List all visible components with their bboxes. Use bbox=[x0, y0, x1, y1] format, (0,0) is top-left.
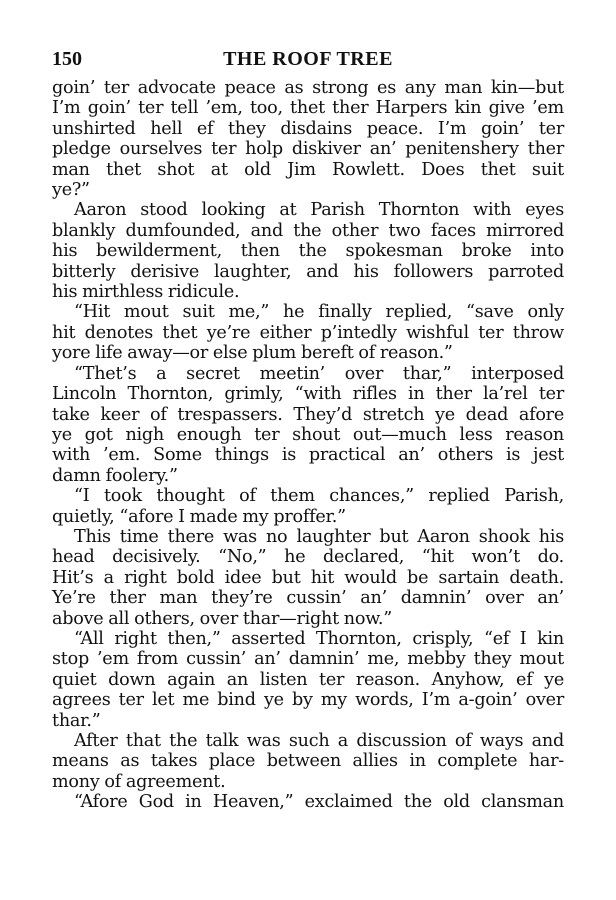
book-page bbox=[52, 48, 564, 813]
text-line: “Afore God in Heaven,” exclaimed the old clansman bbox=[74, 792, 564, 813]
text-line: “I took thought of them chances,” replied Parish, bbox=[74, 486, 564, 507]
text-line: blankly dumfounded, and the other two faces mirrored bbox=[52, 220, 564, 241]
paragraph bbox=[52, 221, 564, 241]
text-line: Aaron stood looking at Parish Thornton with eyes bbox=[74, 200, 564, 221]
text-line: agrees ter let me bind ye by my words, I’m a-goin’ over bbox=[52, 690, 564, 711]
text-line: take keer of trespassers. They’d stretch ye dead afore bbox=[52, 404, 564, 425]
paragraph bbox=[52, 445, 564, 465]
paragraph bbox=[52, 343, 564, 363]
text-line: head decisively. “No,” he declared, “hit won’t do. bbox=[52, 547, 564, 568]
paragraph bbox=[52, 160, 564, 180]
text-line: thar.” bbox=[52, 710, 101, 731]
text-line: his bewilderment, then the spokesman broke into bbox=[52, 241, 564, 262]
text-line: quiet down again an listen ter reason. Anyhow, ef ye bbox=[52, 669, 564, 690]
paragraph bbox=[52, 772, 564, 792]
text-line: “All right then,” asserted Thornton, crisply, “ef I kin bbox=[74, 628, 564, 649]
text-line: damn foolery.” bbox=[52, 465, 178, 486]
paragraph bbox=[52, 751, 564, 771]
paragraph bbox=[52, 282, 564, 302]
text-line: ye?” bbox=[52, 180, 90, 201]
paragraph bbox=[52, 364, 564, 384]
text-line: means as takes place between allies in complete har- bbox=[52, 751, 564, 772]
text-line: “Thet’s a secret meetin’ over thar,” interposed bbox=[74, 363, 564, 384]
text-line: quietly, “afore I made my proffer.” bbox=[52, 506, 346, 527]
paragraph bbox=[52, 629, 564, 649]
paragraph bbox=[52, 792, 564, 812]
text-line: man thet shot at old Jim Rowlett. Does thet suit bbox=[52, 159, 564, 180]
paragraph bbox=[52, 384, 564, 404]
paragraph bbox=[52, 139, 564, 159]
text-line: pledge ourselves ter holp diskiver an’ penitenshery ther bbox=[52, 139, 564, 160]
text-line: goin’ ter advocate peace as strong es any man kin—but bbox=[52, 78, 564, 98]
text-line: his mirthless ridicule. bbox=[52, 282, 240, 303]
paragraph bbox=[52, 547, 564, 567]
paragraph bbox=[52, 78, 564, 98]
text-line: yore life away—or else plum bereft of reason.” bbox=[52, 343, 453, 364]
paragraph bbox=[52, 98, 564, 118]
text-line: Hit’s a right bold idee but hit would be sartain death. bbox=[52, 567, 564, 588]
text-line: with ’em. Some things is practical an’ others is jest bbox=[52, 445, 564, 466]
paragraph bbox=[52, 119, 564, 139]
text-line: This time there was no laughter but Aaron shook his bbox=[74, 526, 564, 547]
paragraph bbox=[52, 711, 564, 731]
paragraph bbox=[52, 649, 564, 669]
paragraph bbox=[52, 302, 564, 322]
text-line: unshirted hell ef they disdains peace. I’m goin’ ter bbox=[52, 118, 564, 139]
text-line: bitterly derisive laughter, and his followers parroted bbox=[52, 261, 564, 282]
running-title: THE ROOF TREE bbox=[223, 48, 393, 70]
paragraph bbox=[52, 486, 564, 506]
paragraph bbox=[52, 405, 564, 425]
paragraph bbox=[52, 568, 564, 588]
text-line: Lincoln Thornton, grimly, “with rifles in ther la’rel ter bbox=[52, 384, 564, 405]
paragraph bbox=[52, 588, 564, 608]
paragraph bbox=[52, 609, 564, 629]
page-header bbox=[52, 48, 564, 78]
text-line: above all others, over thar—right now.” bbox=[52, 608, 393, 629]
paragraph bbox=[52, 670, 564, 690]
paragraph bbox=[52, 731, 564, 751]
paragraph bbox=[52, 425, 564, 445]
paragraph bbox=[52, 262, 564, 282]
paragraph bbox=[52, 200, 564, 220]
paragraph bbox=[52, 323, 564, 343]
body-text bbox=[52, 78, 564, 813]
paragraph bbox=[52, 690, 564, 710]
text-line: mony of agreement. bbox=[52, 771, 226, 792]
page-number: 150 bbox=[52, 48, 82, 70]
text-line: Ye’re ther man they’re cussin’ an’ damnin’ over an’ bbox=[52, 588, 564, 609]
paragraph bbox=[52, 466, 564, 486]
paragraph bbox=[52, 241, 564, 261]
text-line: stop ’em from cussin’ an’ damnin’ me, mebby they mout bbox=[52, 649, 564, 670]
text-line: “Hit mout suit me,” he finally replied, “save only bbox=[74, 302, 564, 323]
text-line: ye got nigh enough ter shout out—much less reason bbox=[52, 424, 564, 445]
paragraph bbox=[52, 180, 564, 200]
text-line: I’m goin’ ter tell ’em, too, thet ther Harpers kin give ’em bbox=[52, 98, 564, 119]
paragraph bbox=[52, 527, 564, 547]
text-line: After that the talk was such a discussion of ways and bbox=[74, 731, 564, 751]
text-line: hit denotes thet ye’re either p’intedly wishful ter throw bbox=[52, 322, 564, 343]
paragraph bbox=[52, 507, 564, 527]
